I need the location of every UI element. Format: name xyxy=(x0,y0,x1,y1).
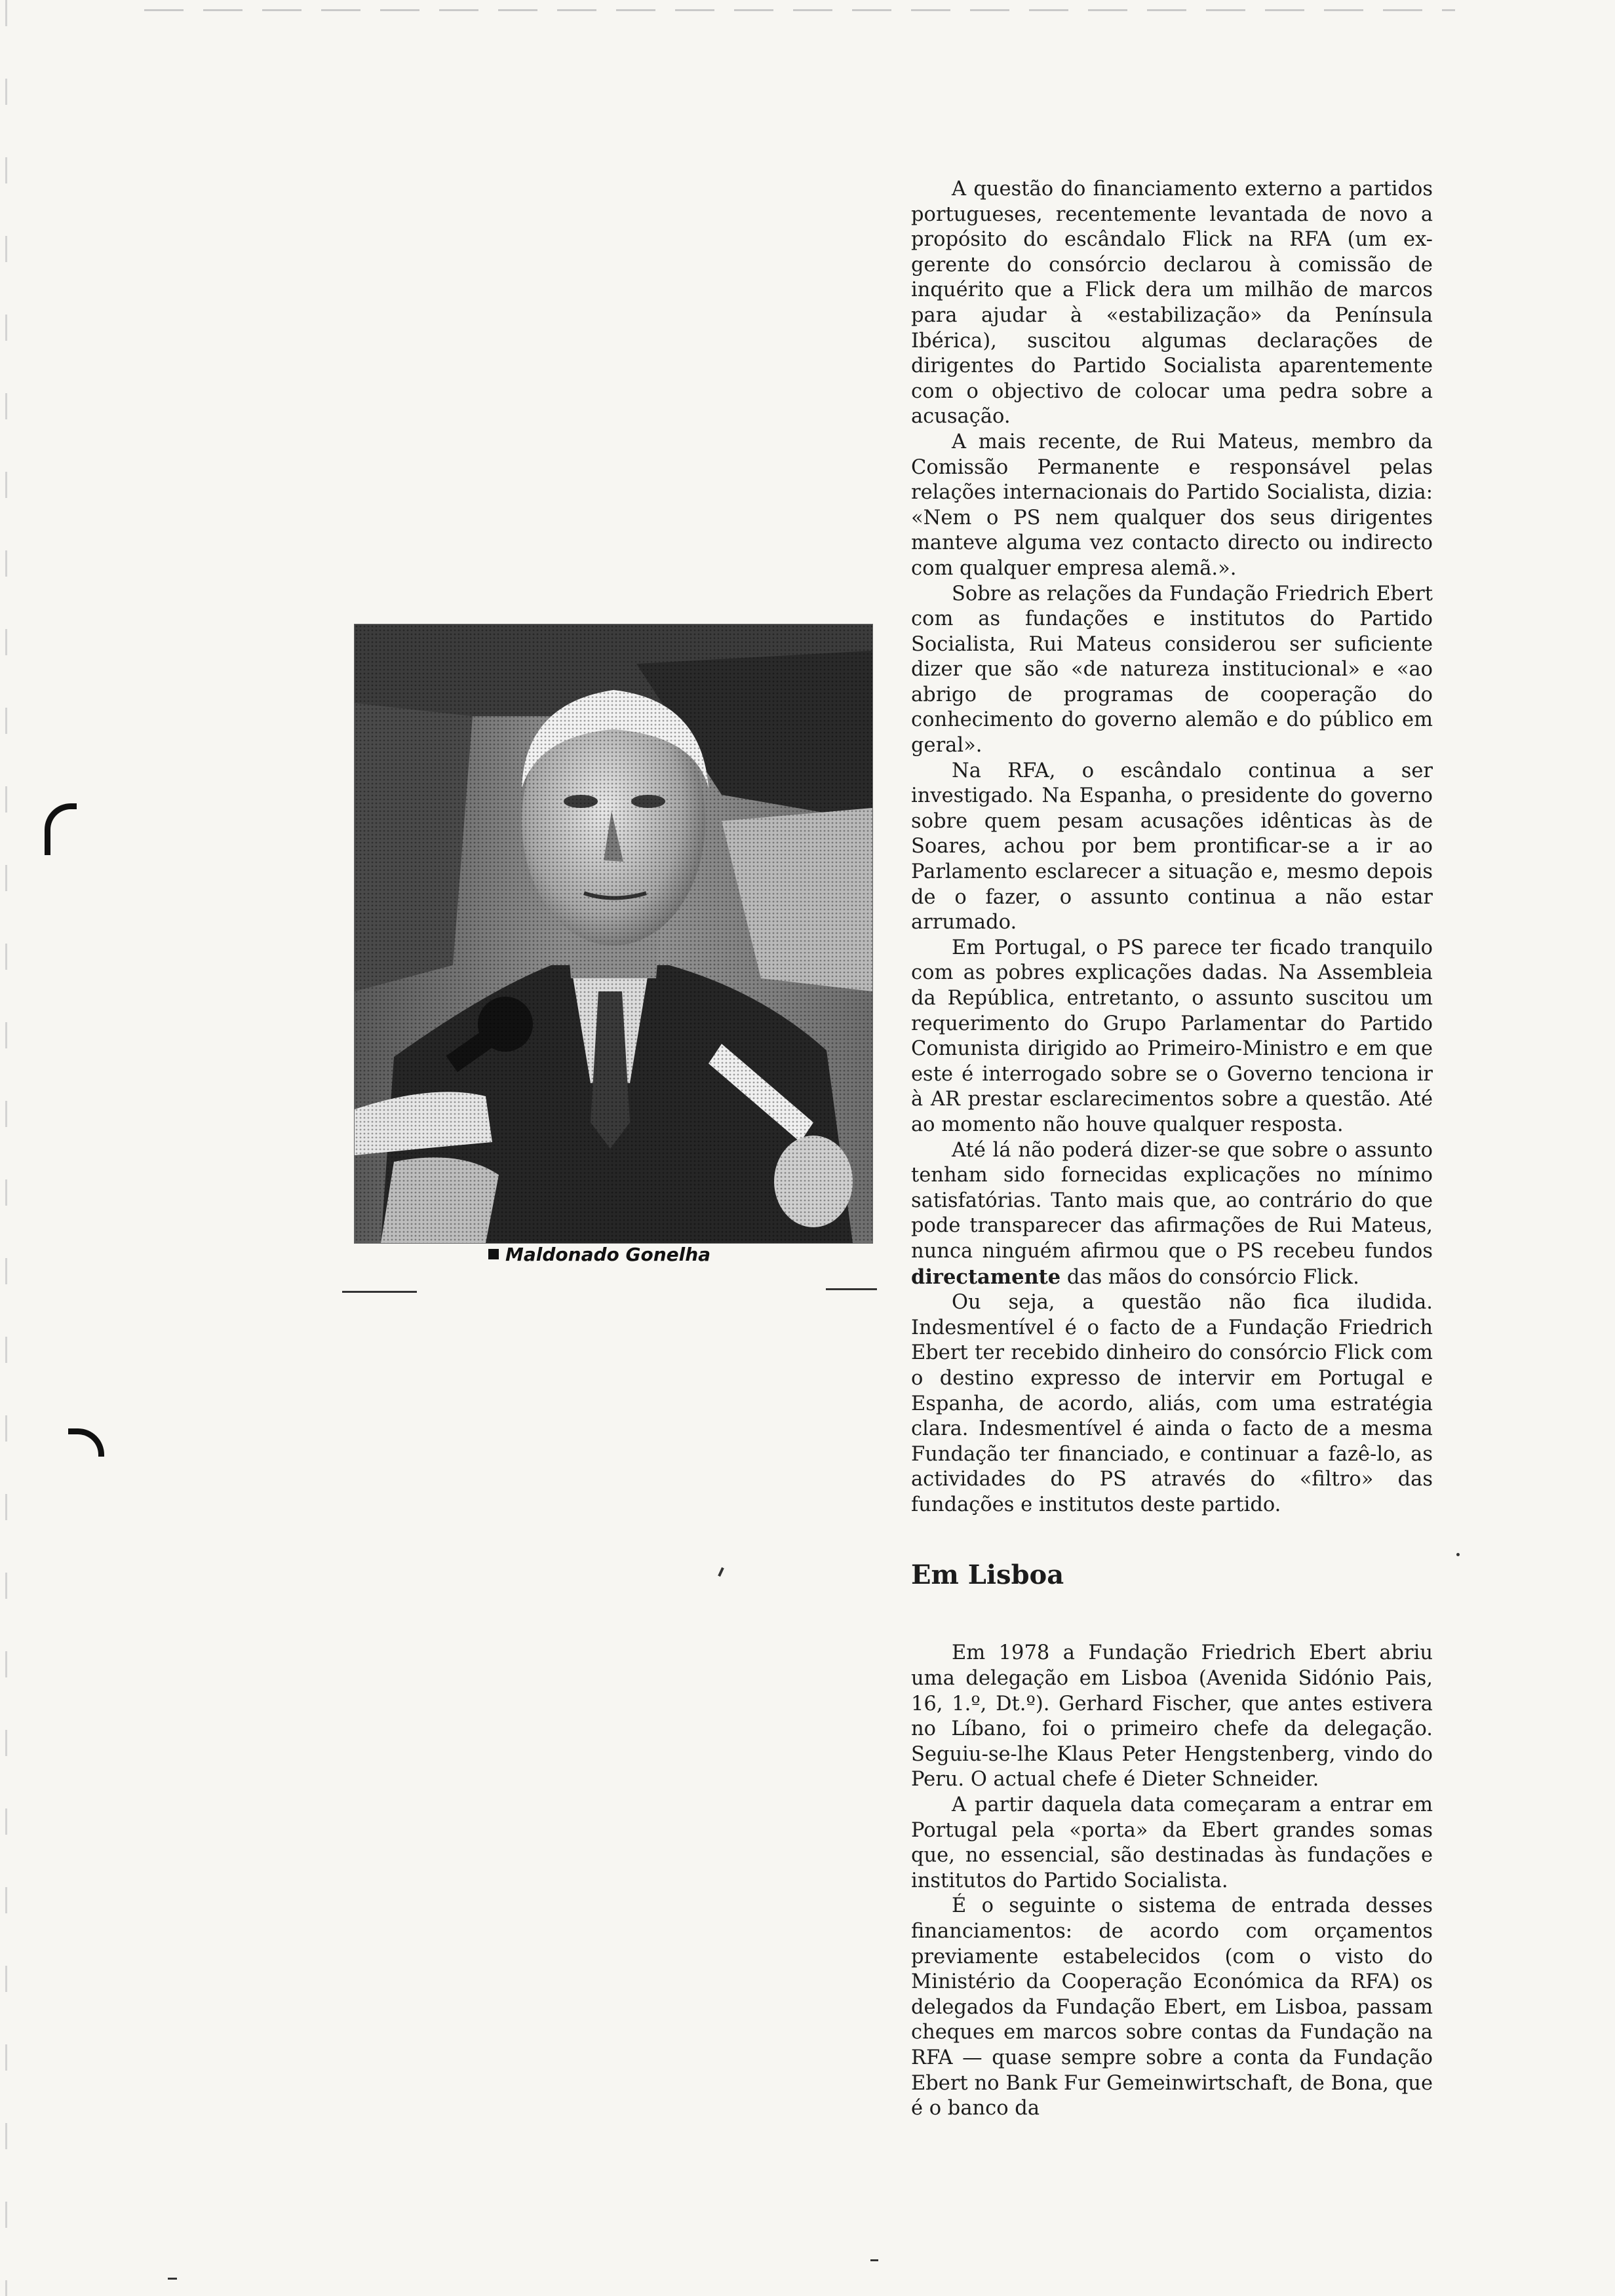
caption-bullet-icon xyxy=(488,1249,499,1259)
scan-speck xyxy=(1456,1553,1460,1556)
portrait-photo-image xyxy=(355,624,872,1243)
section-heading: Em Lisboa xyxy=(911,1559,1064,1591)
article-paragraph: A mais recente, de Rui Mateus, membro da Comissão Permanente e responsável pelas relações internacionais do Partido Socialista, dizia: «Nem o PS nem qualquer dos seus dirigentes manteve alguma vez contacto directo ou indirecto com qualquer empresa alemã.». xyxy=(911,430,1433,580)
caption-rule-right xyxy=(826,1288,877,1290)
scan-mark-icon xyxy=(68,1428,104,1457)
article-paragraph: Em 1978 a Fundação Friedrich Ebert abriu uma delegação em Lisboa (Avenida Sidónio Pais, 16, 1.º, Dt.º). Gerhard Fischer, que antes estivera no Líbano, foi o primeiro chefe da delegação. Seguiu-se-lhe Klaus Peter Hengstenberg, vindo do Peru. O actual chefe é Dieter Schneider. xyxy=(911,1641,1433,1791)
scan-mark-icon xyxy=(45,803,77,855)
scan-edge-left xyxy=(5,0,7,2296)
article-paragraph: Na RFA, o escândalo continua a ser investigado. Na Espanha, o presidente do governo sobre quem pesam acusações idênticas às de Soares, achou por bem prontificar-se a ir ao Parlamento esclarecer a situação e, mesmo depois de o fazer, o assunto continua a não estar arrumado. xyxy=(911,759,1433,934)
article-column xyxy=(911,177,1433,2122)
scan-speck xyxy=(718,1567,724,1577)
article-paragraph: A partir daquela data começaram a entrar em Portugal pela «porta» da Ebert grandes somas que, no essencial, são destinadas às fundações e institutos do Partido Socialista. xyxy=(911,1793,1433,1892)
article-paragraph: Sobre as relações da Fundação Friedrich Ebert com as fundações e institutos do Partido Socialista, Rui Mateus considerou ser suficiente dizer que são «de natureza institucional» e «ao abrigo de programas de cooperação do conhecimento do governo alemão e do público em geral». xyxy=(911,582,1433,757)
article-paragraph: A questão do financiamento externo a partidos portugueses, recentemente levantada de novo a propósito do escândalo Flick na RFA (um ex-gerente do consórcio declarou à comissão de inquérito que a Flick dera um milhão de marcos para ajudar à «estabilização» da Península Ibérica), suscitou algumas declarações de dirigentes do Partido Socialista aparentemente com o objectivo de colocar uma pedra sobre a acusação. xyxy=(911,178,1433,429)
scan-speck xyxy=(870,2259,878,2261)
article-paragraph: Até lá não poderá dizer-se que sobre o assunto tenham sido fornecidas explicações no mínimo satisfatórias. Tanto mais que, ao contrário do que pode transparecer das afirmações de Rui Mateus, nunca ninguém afirmou que o PS recebeu fundos directamente das mãos do consórcio Flick. xyxy=(911,1138,1433,1289)
article-paragraph: Em Portugal, o PS parece ter ficado tranquilo com as pobres explicações dadas. Na Assembleia da República, entretanto, o assunto suscitou um requerimento do Grupo Parlamentar do Partido Comunista dirigido ao Primeiro-Ministro e em que este é interrogado sobre se o Governo tenciona ir à AR prestar esclarecimentos sobre a questão. Até ao momento não houve qualquer resposta. xyxy=(911,936,1433,1136)
caption-rule-left xyxy=(342,1291,417,1293)
article-paragraph: Ou seja, a questão não fica iludida. Indesmentível é o facto de a Fundação Friedrich Ebert ter recebido dinheiro do consórcio Flick com o destino expresso de intervir em Portugal e Espanha, de acordo, aliás, com uma estratégia clara. Indesmentível é ainda o facto de a mesma Fundação ter financiado, e continuar a fazê-lo, as actividades do PS através do «filtro» das fundações e institutos deste partido. xyxy=(911,1291,1433,1516)
emphasis-text: directamente xyxy=(911,1265,1061,1289)
photo-caption: Maldonado Gonelha xyxy=(488,1244,816,1265)
scan-edge-top xyxy=(144,9,1455,11)
article-paragraph: É o seguinte o sistema de entrada desses financiamentos: de acordo com orçamentos previamente estabelecidos (com o visto do Ministério da Cooperação Económica da RFA) os delegados da Fundação Ebert, em Lisboa, passam cheques em marcos sobre contas da Fundação na RFA — quase sempre sobre a conta da Fundação Ebert no Bank Fur Gemeinwirtschaft, de Bona, que é o banco da xyxy=(911,1894,1433,2120)
portrait-photo xyxy=(354,624,873,1244)
scan-speck xyxy=(168,2278,177,2280)
